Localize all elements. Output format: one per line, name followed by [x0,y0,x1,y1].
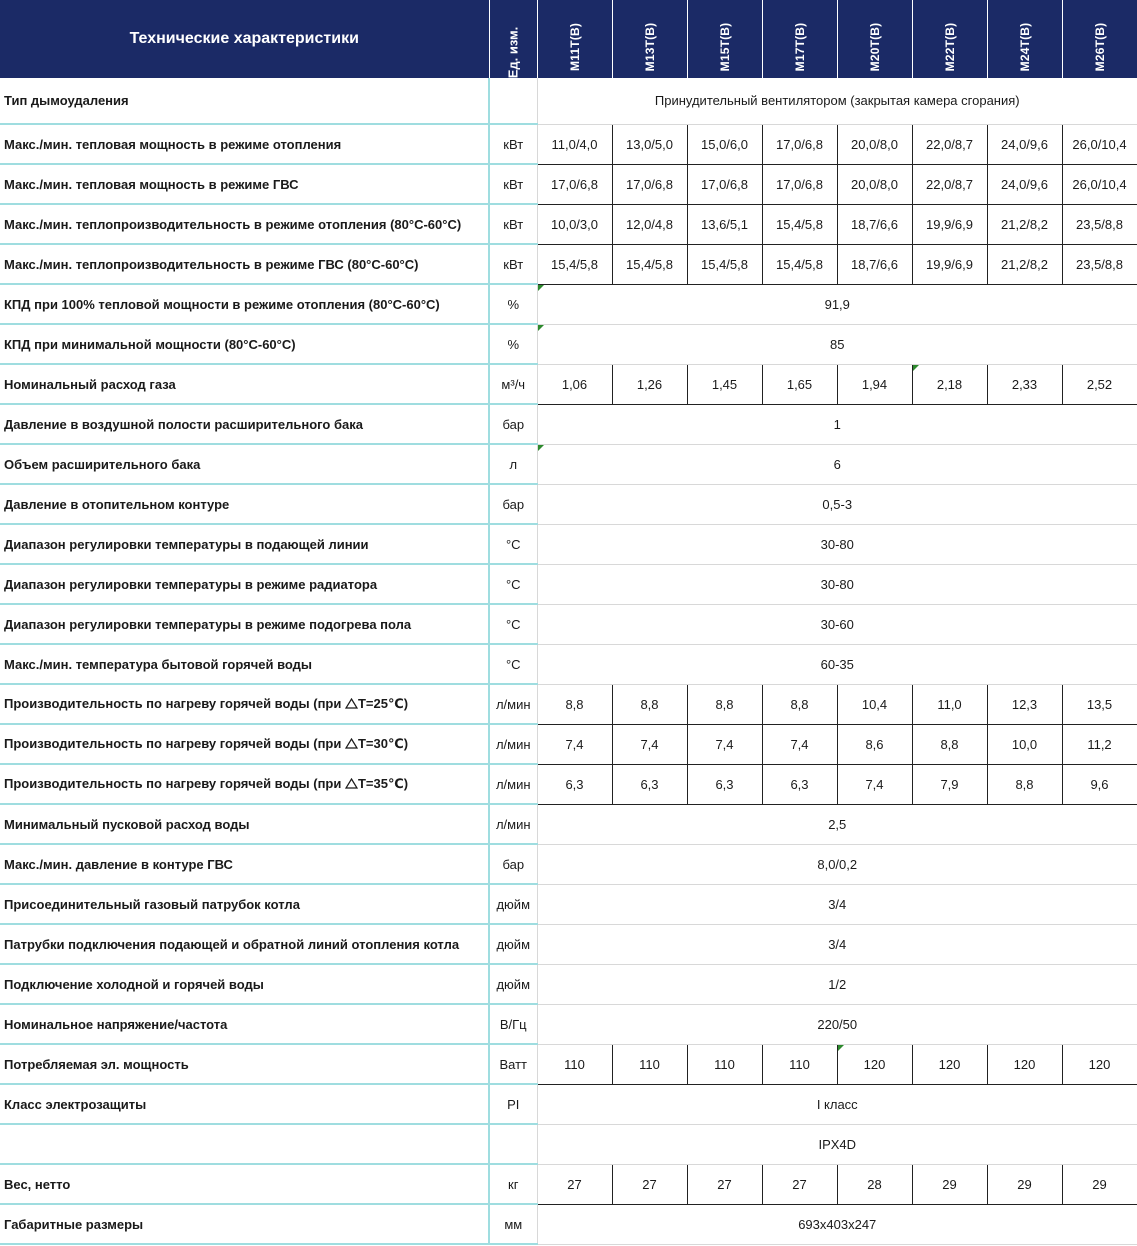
row-unit: кВт [489,164,537,204]
row-unit: м³/ч [489,364,537,404]
row-label: Производительность по нагреву горячей воды (при T=35℃) [0,764,489,804]
row-label: КПД при минимальной мощности (80°С-60°С) [0,324,489,364]
row-unit: л/мин [489,764,537,804]
row-label: Макс./мин. тепловая мощность в режиме отопления [0,124,489,164]
model-header: M17T(B) [762,0,837,78]
value-cell: 15,0/6,0 [687,124,762,164]
value-cell: 29 [987,1164,1062,1204]
table-row [0,604,1137,644]
merged-value-cell: 1 [537,404,1137,444]
value-cell: 6,3 [537,764,612,804]
value-cell: 2,18 [912,364,987,404]
table-row [0,444,1137,484]
row-label: Минимальный пусковой расход воды [0,804,489,844]
value-cell: 8,6 [837,724,912,764]
table-row [0,684,1137,724]
value-cell: 20,0/8,0 [837,124,912,164]
value-cell: 13,5 [1062,684,1137,724]
value-cell: 8,8 [912,724,987,764]
value-cell: 11,0 [912,684,987,724]
model-header: M26T(B) [1062,0,1137,78]
table-row [0,284,1137,324]
table-row [0,124,1137,164]
row-unit: л/мин [489,684,537,724]
row-unit: °С [489,564,537,604]
row-unit: °С [489,524,537,564]
value-cell: 6,3 [762,764,837,804]
value-cell: 120 [837,1044,912,1084]
row-label: Макс./мин. давление в контуре ГВС [0,844,489,884]
row-label: Потребляемая эл. мощность [0,1044,489,1084]
row-unit: бар [489,844,537,884]
row-unit: бар [489,404,537,444]
value-cell: 17,0/6,8 [762,164,837,204]
value-cell: 19,9/6,9 [912,244,987,284]
value-cell: 23,5/8,8 [1062,244,1137,284]
value-cell: 10,4 [837,684,912,724]
table-row [0,844,1137,884]
value-cell: 15,4/5,8 [762,204,837,244]
table-row [0,1044,1137,1084]
row-unit: °С [489,604,537,644]
value-cell: 15,4/5,8 [687,244,762,284]
value-cell: 18,7/6,6 [837,204,912,244]
merged-value-cell: 85 [537,324,1137,364]
row-label: Номинальный расход газа [0,364,489,404]
row-label: Диапазон регулировки температуры в режиме подогрева пола [0,604,489,644]
table-title: Технические характеристики [0,0,489,78]
row-label: Производительность по нагреву горячей воды (при T=30℃) [0,724,489,764]
value-cell: 24,0/9,6 [987,164,1062,204]
value-cell: 29 [1062,1164,1137,1204]
value-cell: 7,4 [837,764,912,804]
value-cell: 12,0/4,8 [612,204,687,244]
row-label: Макс./мин. теплопроизводительность в режиме отопления (80°С-60°С) [0,204,489,244]
table-row [0,1124,1137,1164]
value-cell: 17,0/6,8 [537,164,612,204]
merged-value-cell: 30-60 [537,604,1137,644]
table-row [0,324,1137,364]
value-cell: 1,94 [837,364,912,404]
row-label: Класс электрозащиты [0,1084,489,1124]
table-row [0,484,1137,524]
row-unit: кВт [489,124,537,164]
row-unit: л/мин [489,724,537,764]
value-cell: 18,7/6,6 [837,244,912,284]
table-row [0,204,1137,244]
value-cell: 2,33 [987,364,1062,404]
value-cell: 13,6/5,1 [687,204,762,244]
row-label: Производительность по нагреву горячей воды (при T=25℃) [0,684,489,724]
merged-value-cell: 30-80 [537,564,1137,604]
row-unit [489,78,537,124]
table-row [0,924,1137,964]
row-label: Диапазон регулировки температуры в подающей линии [0,524,489,564]
value-cell: 13,0/5,0 [612,124,687,164]
value-cell: 110 [687,1044,762,1084]
row-label: Патрубки подключения подающей и обратной линий отопления котла [0,924,489,964]
row-unit: PI [489,1084,537,1124]
merged-value-cell: 1/2 [537,964,1137,1004]
model-header: M22T(B) [912,0,987,78]
merged-value-cell: 91,9 [537,284,1137,324]
row-unit: % [489,324,537,364]
value-cell: 7,4 [537,724,612,764]
value-cell: 1,06 [537,364,612,404]
merged-value-cell: 0,5-3 [537,484,1137,524]
row-label: Давление в воздушной полости расширительного бака [0,404,489,444]
table-row [0,804,1137,844]
value-cell: 1,45 [687,364,762,404]
merged-value-cell: I класс [537,1084,1137,1124]
value-cell: 17,0/6,8 [762,124,837,164]
header-row [0,0,1137,78]
value-cell: 7,4 [687,724,762,764]
value-cell: 1,65 [762,364,837,404]
value-cell: 15,4/5,8 [612,244,687,284]
row-label: Диапазон регулировки температуры в режиме радиатора [0,564,489,604]
value-cell: 2,52 [1062,364,1137,404]
table-row [0,724,1137,764]
table-row [0,764,1137,804]
table-row [0,1204,1137,1244]
value-cell: 23,5/8,8 [1062,204,1137,244]
row-label: Подключение холодной и горячей воды [0,964,489,1004]
row-label: Макс./мин. температура бытовой горячей воды [0,644,489,684]
value-cell: 22,0/8,7 [912,164,987,204]
row-unit: кВт [489,204,537,244]
merged-value-cell: IPX4D [537,1124,1137,1164]
row-unit: л [489,444,537,484]
value-cell: 11,0/4,0 [537,124,612,164]
table-body [0,78,1137,1244]
value-cell: 10,0/3,0 [537,204,612,244]
merged-value-cell: 2,5 [537,804,1137,844]
value-cell: 20,0/8,0 [837,164,912,204]
value-cell: 22,0/8,7 [912,124,987,164]
merged-value-cell: 30-80 [537,524,1137,564]
model-header: M15T(B) [687,0,762,78]
row-unit: °С [489,644,537,684]
merged-value-cell: 3/4 [537,884,1137,924]
value-cell: 27 [537,1164,612,1204]
value-cell: 120 [987,1044,1062,1084]
value-cell: 15,4/5,8 [537,244,612,284]
merged-value-cell: 60-35 [537,644,1137,684]
row-unit: дюйм [489,884,537,924]
table-row [0,964,1137,1004]
value-cell: 9,6 [1062,764,1137,804]
model-header: M20T(B) [837,0,912,78]
merged-value-cell: 3/4 [537,924,1137,964]
row-label: Макс./мин. тепловая мощность в режиме ГВС [0,164,489,204]
merged-value-cell: 6 [537,444,1137,484]
value-cell: 21,2/8,2 [987,204,1062,244]
row-label: КПД при 100% тепловой мощности в режиме отопления (80°С-60°С) [0,284,489,324]
value-cell: 8,8 [612,684,687,724]
value-cell: 110 [762,1044,837,1084]
row-label: Вес, нетто [0,1164,489,1204]
value-cell: 8,8 [762,684,837,724]
merged-value-cell: 8,0/0,2 [537,844,1137,884]
value-cell: 26,0/10,4 [1062,124,1137,164]
value-cell: 11,2 [1062,724,1137,764]
row-label: Присоединительный газовый патрубок котла [0,884,489,924]
delta-icon [345,738,358,749]
table-row [0,164,1137,204]
row-unit [489,1124,537,1164]
row-unit: кг [489,1164,537,1204]
merged-value-cell: 220/50 [537,1004,1137,1044]
table-row [0,884,1137,924]
delta-icon [345,778,358,789]
table-row [0,244,1137,284]
value-cell: 7,4 [612,724,687,764]
row-label: Объем расширительного бака [0,444,489,484]
value-cell: 26,0/10,4 [1062,164,1137,204]
row-unit: дюйм [489,964,537,1004]
unit-column-header: Ед. изм. [489,0,537,78]
table-row [0,524,1137,564]
value-cell: 110 [537,1044,612,1084]
model-header: M24T(B) [987,0,1062,78]
table-row [0,78,1137,124]
delta-icon [345,698,358,709]
value-cell: 120 [1062,1044,1137,1084]
row-label: Макс./мин. теплопроизводительность в режиме ГВС (80°С-60°С) [0,244,489,284]
value-cell: 8,8 [987,764,1062,804]
value-cell: 19,9/6,9 [912,204,987,244]
row-label: Тип дымоудаления [0,78,489,124]
row-label: Давление в отопительном контуре [0,484,489,524]
value-cell: 17,0/6,8 [687,164,762,204]
model-header: M13T(B) [612,0,687,78]
table-row [0,1084,1137,1124]
row-unit: кВт [489,244,537,284]
value-cell: 7,4 [762,724,837,764]
value-cell: 110 [612,1044,687,1084]
value-cell: 8,8 [687,684,762,724]
value-cell: 7,9 [912,764,987,804]
merged-value-cell: 693x403x247 [537,1204,1137,1244]
row-unit: бар [489,484,537,524]
value-cell: 28 [837,1164,912,1204]
row-unit: Ватт [489,1044,537,1084]
row-unit: В/Гц [489,1004,537,1044]
row-label [0,1124,489,1164]
value-cell: 27 [612,1164,687,1204]
row-label: Номинальное напряжение/частота [0,1004,489,1044]
value-cell: 1,26 [612,364,687,404]
value-cell: 21,2/8,2 [987,244,1062,284]
table-row [0,644,1137,684]
value-cell: 8,8 [537,684,612,724]
row-unit: дюйм [489,924,537,964]
value-cell: 6,3 [687,764,762,804]
model-header: M11T(B) [537,0,612,78]
value-cell: 24,0/9,6 [987,124,1062,164]
merged-value-cell: Принудительный вентилятором (закрытая камера сгорания) [537,78,1137,124]
value-cell: 10,0 [987,724,1062,764]
value-cell: 12,3 [987,684,1062,724]
value-cell: 29 [912,1164,987,1204]
row-unit: % [489,284,537,324]
value-cell: 120 [912,1044,987,1084]
value-cell: 27 [762,1164,837,1204]
value-cell: 15,4/5,8 [762,244,837,284]
value-cell: 17,0/6,8 [612,164,687,204]
table-row [0,364,1137,404]
table-row [0,564,1137,604]
row-label: Габаритные размеры [0,1204,489,1244]
value-cell: 27 [687,1164,762,1204]
table-row [0,404,1137,444]
table-row [0,1164,1137,1204]
value-cell: 6,3 [612,764,687,804]
row-unit: мм [489,1204,537,1244]
table-row [0,1004,1137,1044]
row-unit: л/мин [489,804,537,844]
